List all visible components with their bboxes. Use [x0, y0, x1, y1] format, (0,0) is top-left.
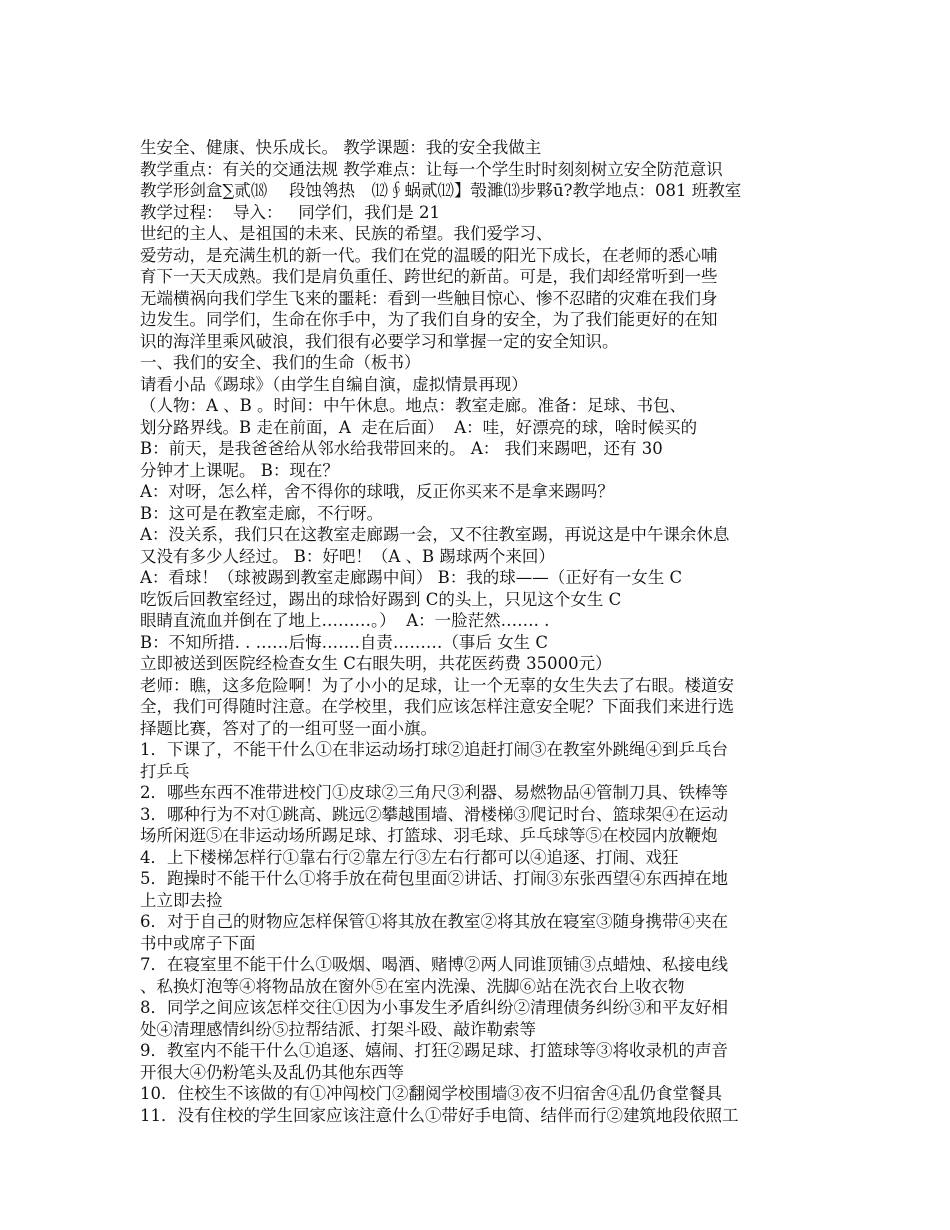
text-line: 生安全、健康、快乐成长。 教学课题：我的安全我做主 — [140, 138, 542, 157]
quiz-item: 7．在寝室里不能干什么①吸烟、喝酒、赌博②两人同谁顶铺③点蜡烛、私接电线 — [140, 955, 728, 974]
text-line: 吃饭后回教室经过，踢出的球恰好踢到 C的头上，只见这个女生 C — [140, 589, 622, 609]
text-line: （人物：A 、B 。时间：中午休息。地点：教室走廊。准备：足球、书包、 — [140, 396, 687, 415]
text-line: 无端横祸向我们学生飞来的噩耗：看到一些触目惊心、惨不忍睹的灾难在我们身 — [140, 288, 718, 308]
quiz-item: 9．教室内不能干什么①追逐、嬉闹、打狂②踢足球、打篮球等③将收录机的声音 — [140, 1041, 728, 1060]
quiz-item: 8．同学之间应该怎样交往①因为小事发生矛盾纠纷②清理债务纠纷③和平友好相 — [140, 998, 728, 1017]
quiz-item: 10．住校生不该做的有①冲闯校门②翻阅学校围墙③夜不归宿舍④乱仍食堂餐具 — [140, 1084, 722, 1103]
text-line: 育下一天天成熟。我们是肩负重任、跨世纪的新苗。可是，我们却经常听到一些 — [140, 267, 718, 286]
quiz-item: 场所闲逛⑤在非运动场所踢足球、打篮球、羽毛球、乒乓球等⑤在校园内放鞭炮 — [140, 826, 718, 845]
quiz-item: 6．对于自己的财物应怎样保管①将其放在教室②将其放在寝室③随身携带④夹在 — [140, 912, 728, 931]
text-line: 教学重点：有关的交通法规 教学难点：让每一个学生时时刻刻树立安全防范意识 — [140, 159, 723, 179]
text-line: 世纪的主人、是祖国的未来、民族的希望。我们爱学习、 — [140, 224, 553, 243]
section-heading: 一、我们的安全、我们的生命（板书） — [140, 353, 421, 372]
text-line: 教学过程： 导入： 同学们，我们是 21 — [140, 202, 440, 222]
text-line: 老师：瞧，这多危险啊！为了小小的足球，让一个无辜的女生失去了右眼。楼道安 — [140, 675, 734, 695]
text-line: 边发生。同学们，生命在你手中，为了我们自身的安全，为了我们能更好的在知 — [140, 310, 718, 329]
quiz-item: 开很大④仍粉笔头及乱仍其他东西等 — [140, 1062, 404, 1082]
text-line: 全，我们可得随时注意。在学校里，我们应该怎样注意安全呢？下面我们来进行选 — [140, 697, 734, 716]
text-line: A：没关系，我们只在这教室走廊踢一会，又不往教室踢，再说这是中午课余休息 — [140, 525, 730, 544]
quiz-item: 上立即去捡 — [140, 890, 223, 910]
text-line: B：不知所措. . ……后悔…….自责………（事后 女生 C — [140, 632, 548, 652]
text-line: 择题比赛，答对了的一组可竖一面小旗。 — [140, 718, 437, 738]
quiz-item: 、私换灯泡等④将物品放在窗外⑤在室内洗澡、洗脚⑥站在洗衣台上收衣物 — [140, 976, 685, 996]
text-line: A：对呀，怎么样，舍不得你的球哦，反正你买来不是拿来踢吗？ — [140, 482, 614, 501]
text-line: 划分路界线。B 走在前面，A 走在后面） A：哇，好漂亮的球，啥时候买的 — [140, 417, 698, 437]
text-line: 爱劳动，是充满生机的新一代。我们在党的温暖的阳光下成长，在老师的悉心哺 — [140, 245, 718, 265]
quiz-item: 4．上下楼梯怎样行①靠右行②靠左行③左右行都可以④追逐、打闹、戏狂 — [140, 847, 679, 867]
quiz-item: 书中或席子下面 — [140, 933, 256, 953]
text-line: B：前天，是我爸爸给从邻水给我带回来的。 A： 我们来踢吧，还有 30 — [140, 439, 663, 458]
quiz-item: 打乒乓 — [140, 761, 190, 781]
text-line: 识的海洋里乘风破浪，我们很有必要学习和掌握一定的安全知识。 — [140, 331, 619, 351]
text-line: B：这可是在教室走廊，不行呀。 — [140, 503, 384, 523]
quiz-item: 处④清理感情纠纷⑤拉帮结派、打架斗殴、敲诈勒索等 — [140, 1019, 536, 1039]
quiz-item: 5．跑操时不能干什么①将手放在荷包里面②讲话、打闹③东张西望④东西掉在地 — [140, 869, 728, 888]
text-line: 立即被送到医院经检查女生 C右眼失明，共花医药费 35000元） — [140, 654, 612, 673]
text-line: 请看小品《踢球》（由学生自编自演，虚拟情景再现） — [140, 374, 528, 394]
quiz-item: 2．哪些东西不准带进校门①皮球②三角尺③利器、易燃物品④管制刀具、铁棒等 — [140, 783, 728, 802]
quiz-item: 11．没有住校的学生回家应该注意什么①带好手电筒、结伴而行②建筑地段依照工 — [140, 1105, 739, 1125]
quiz-item: 3．哪种行为不对①跳高、跳远②攀越围墙、滑楼梯③爬记时台、篮球架④在运动 — [140, 804, 728, 824]
text-line: 眼睛直流血并倒在了地上………。） A：一脸茫然……. . — [140, 611, 550, 630]
text-line: 又没有多少人经过。 B：好吧！（A 、B 踢球两个来回） — [140, 546, 555, 566]
text-line: A：看球！（球被踢到教室走廊踢中间） B：我的球——（正好有一女生 C — [140, 568, 683, 587]
document-page — [140, 137, 820, 1126]
text-line: 分钟才上课呢。 B：现在？ — [140, 460, 339, 480]
text-line: 教学形剑盒∑贰⒅ 段蚀鸰热 ⑿∮蜗贰⑿】彀濉⒀步夥ū?教学地点：081 班教室 — [140, 181, 742, 200]
quiz-item: 1．下课了，不能干什么①在非运动场打球②追赶打闹③在教室外跳绳④到乒乓台 — [140, 740, 728, 759]
